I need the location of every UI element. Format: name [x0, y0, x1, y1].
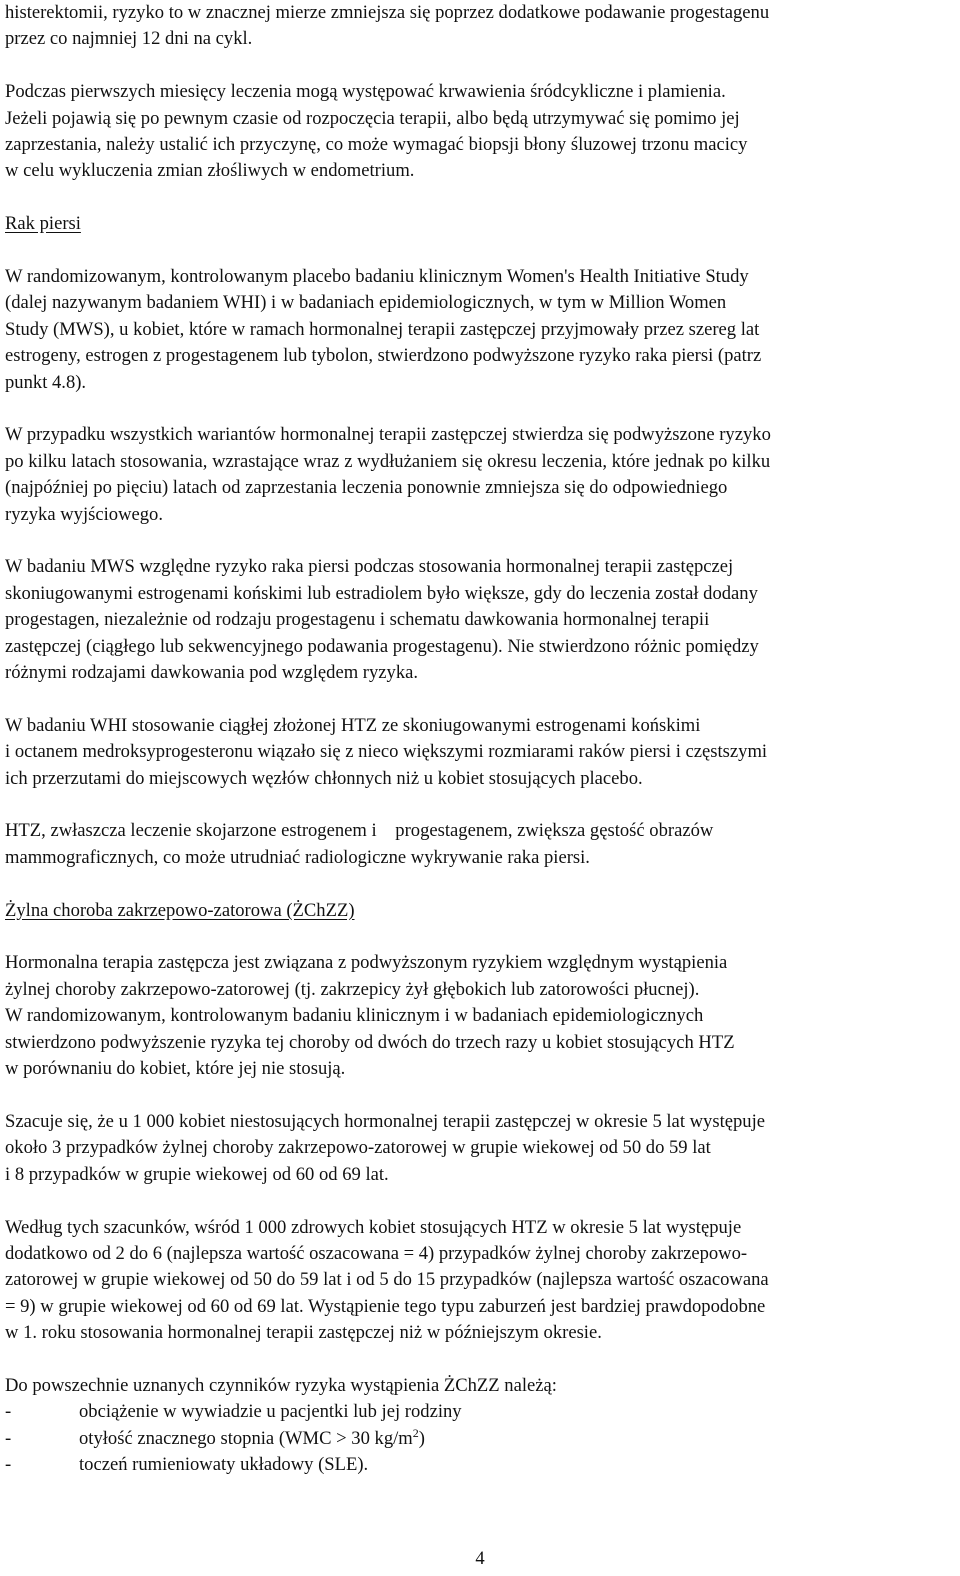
text-line: ich przerzutami do miejscowych węzłów chłonnych niż u kobiet stosujących placebo. [5, 767, 643, 789]
text-line: estrogeny, estrogen z progestagenem lub tybolon, stwierdzono podwyższone ryzyko raka piersi (patrz [5, 345, 762, 367]
list-item-text: toczeń rumieniowaty układowy (SLE). [79, 1454, 369, 1476]
paragraph-vte-risk [5, 950, 955, 1082]
text-line: punkt 4.8). [5, 371, 87, 393]
text-line: zaprzestania, należy ustalić ich przyczynę, co może wymagać biopsji błony śluzowej trzonu macicy [5, 134, 748, 156]
text-line: w porównaniu do kobiet, które jej nie stosują. [5, 1058, 346, 1080]
document-page [5, 0, 955, 1479]
text-line: W przypadku wszystkich wariantów hormonalnej terapii zastępczej stwierdza się podwyższone ryzyko [5, 424, 771, 446]
text-line: skoniugowanymi estrogenami końskimi lub estradiolem było większe, gdy do leczenia został dodany [5, 582, 758, 604]
text-line: po kilku latach stosowania, wzrastające wraz z wydłużaniem się okresu leczenia, które jednak po kilku [5, 450, 771, 472]
paragraph-intro [5, 0, 955, 53]
text-line: Podczas pierwszych miesięcy leczenia mogą występować krwawienia śródcykliczne i plamienia. [5, 81, 726, 103]
risk-factor-list [5, 1399, 955, 1478]
text-line: i octanem medroksyprogesteronu wiązało się z nieco większymi rozmiarami raków piersi i częstszymi [5, 741, 768, 763]
paragraph-whi-study [5, 264, 955, 396]
text-line: i 8 przypadków w grupie wiekowej od 60 od 69 lat. [5, 1163, 389, 1185]
text-line: żylnej choroby zakrzepowo-zatorowej (tj. zakrzepicy żył głębokich lub zatorowości płucnej). [5, 978, 700, 1000]
paragraph-vte-estimate [5, 1109, 955, 1188]
paragraph-vte-htz-estimate [5, 1215, 955, 1347]
text-line: (najpóźniej po pięciu) latach od zaprzestania leczenia ponownie zmniejsza się do odpowiedniego [5, 477, 728, 499]
text-line: Jeżeli pojawią się po pewnym czasie od rozpoczęcia terapii, albo będą utrzymywać się pomimo jej [5, 107, 740, 129]
text-line: dodatkowo od 2 do 6 (najlepsza wartość oszacowana = 4) przypadków żylnej choroby zakrzepowo- [5, 1242, 748, 1264]
text-line: około 3 przypadków żylnej choroby zakrzepowo-zatorowej w grupie wiekowej od 50 do 59 lat [5, 1137, 711, 1159]
list-item-text: obciążenie w wywiadzie u pacjentki lub jej rodziny [79, 1401, 462, 1423]
list-dash: - [5, 1401, 12, 1423]
list-dash: - [5, 1454, 12, 1476]
text-line: W randomizowanym, kontrolowanym placebo badaniu klinicznym Women's Health Initiative Study [5, 266, 749, 288]
text-line: w 1. roku stosowania hormonalnej terapii zastępczej niż w późniejszym okresie. [5, 1322, 602, 1344]
text-line: W badaniu MWS względne ryzyko raka piersi podczas stosowania hormonalnej terapii zastępczej [5, 556, 734, 578]
list-item-text: otyłość znacznego stopnia (WMC > 30 kg/m [79, 1427, 413, 1449]
text-line: progestagen, niezależnie od rodzaju progestagenu i schematu dawkowania hormonalnej terapii [5, 609, 710, 631]
text-line: zatorowej w grupie wiekowej od 50 do 59 lat i od 5 do 15 przypadków (najlepsza wartość oszacowana [5, 1269, 769, 1291]
text-line: Szacuje się, że u 1 000 kobiet niestosujących hormonalnej terapii zastępczej w okresie 5 lat występuje [5, 1110, 766, 1132]
text-line: ryzyka wyjściowego. [5, 503, 164, 525]
text-line: różnymi rodzajami dawkowania pod względem ryzyka. [5, 662, 419, 684]
text-line: Study (MWS), u kobiet, które w ramach hormonalnej terapii zastępczej przyjmowały przez szereg lat [5, 318, 760, 340]
text-line: zastępczej (ciągłego lub sekwencyjnego podawania progestagenu). Nie stwierdzono różnic pomiędzy [5, 635, 759, 657]
paragraph-risk-factors: Do powszechnie uznanych czynników ryzyka wystąpienia ŻChZZ należą: [5, 1374, 557, 1396]
text-line: histerektomii, ryzyko to w znacznej mierze zmniejsza się poprzez dodatkowe podawanie progestagenu [5, 2, 770, 23]
list-item-text-after: ) [418, 1427, 425, 1449]
paragraph-mammography [5, 818, 955, 871]
text-line: stwierdzono podwyższenie ryzyka tej choroby od dwóch do trzech razy u kobiet stosujących HTZ [5, 1031, 735, 1053]
list-item-text-wrapper [79, 1426, 425, 1452]
list-dash: - [5, 1427, 12, 1449]
paragraph-bleeding [5, 79, 955, 185]
paragraph-whi-htz [5, 713, 955, 792]
text-line: mammograficznych, co może utrudniać radiologiczne wykrywanie raka piersi. [5, 846, 590, 868]
text-line: przez co najmniej 12 dni na cykl. [5, 28, 253, 50]
section-heading-breast-cancer: Rak piersi [5, 213, 81, 235]
list-item [5, 1426, 955, 1452]
section-heading-vte: Żylna choroba zakrzepowo-zatorowa (ŻChZZ) [5, 899, 355, 921]
list-item [5, 1452, 955, 1478]
text-line: W randomizowanym, kontrolowanym badaniu klinicznym i w badaniach epidemiologicznych [5, 1005, 704, 1027]
text-line: = 9) w grupie wiekowej od 60 od 69 lat. Wystąpienie tego typu zaburzeń jest bardziej prawdopodobne [5, 1295, 766, 1317]
text-line: w celu wykluczenia zmian złośliwych w endometrium. [5, 160, 415, 182]
text-line: Według tych szacunków, wśród 1 000 zdrowych kobiet stosujących HTZ w okresie 5 lat występuje [5, 1216, 742, 1238]
text-line: Hormonalna terapia zastępcza jest związana z podwyższonym ryzykiem względnym wystąpienia [5, 952, 728, 974]
text-line: HTZ, zwłaszcza leczenie skojarzone estrogenem i progestagenem, zwiększa gęstość obrazów [5, 820, 714, 842]
superscript: 2 [412, 1425, 419, 1440]
list-item [5, 1399, 955, 1425]
page-number: 4 [475, 1548, 485, 1569]
text-line: W badaniu WHI stosowanie ciągłej złożonej HTZ ze skoniugowanymi estrogenami końskimi [5, 714, 701, 736]
paragraph-mws-study [5, 554, 955, 686]
paragraph-risk-variants [5, 422, 955, 528]
text-line: (dalej nazywanym badaniem WHI) i w badaniach epidemiologicznych, w tym w Million Women [5, 292, 727, 314]
